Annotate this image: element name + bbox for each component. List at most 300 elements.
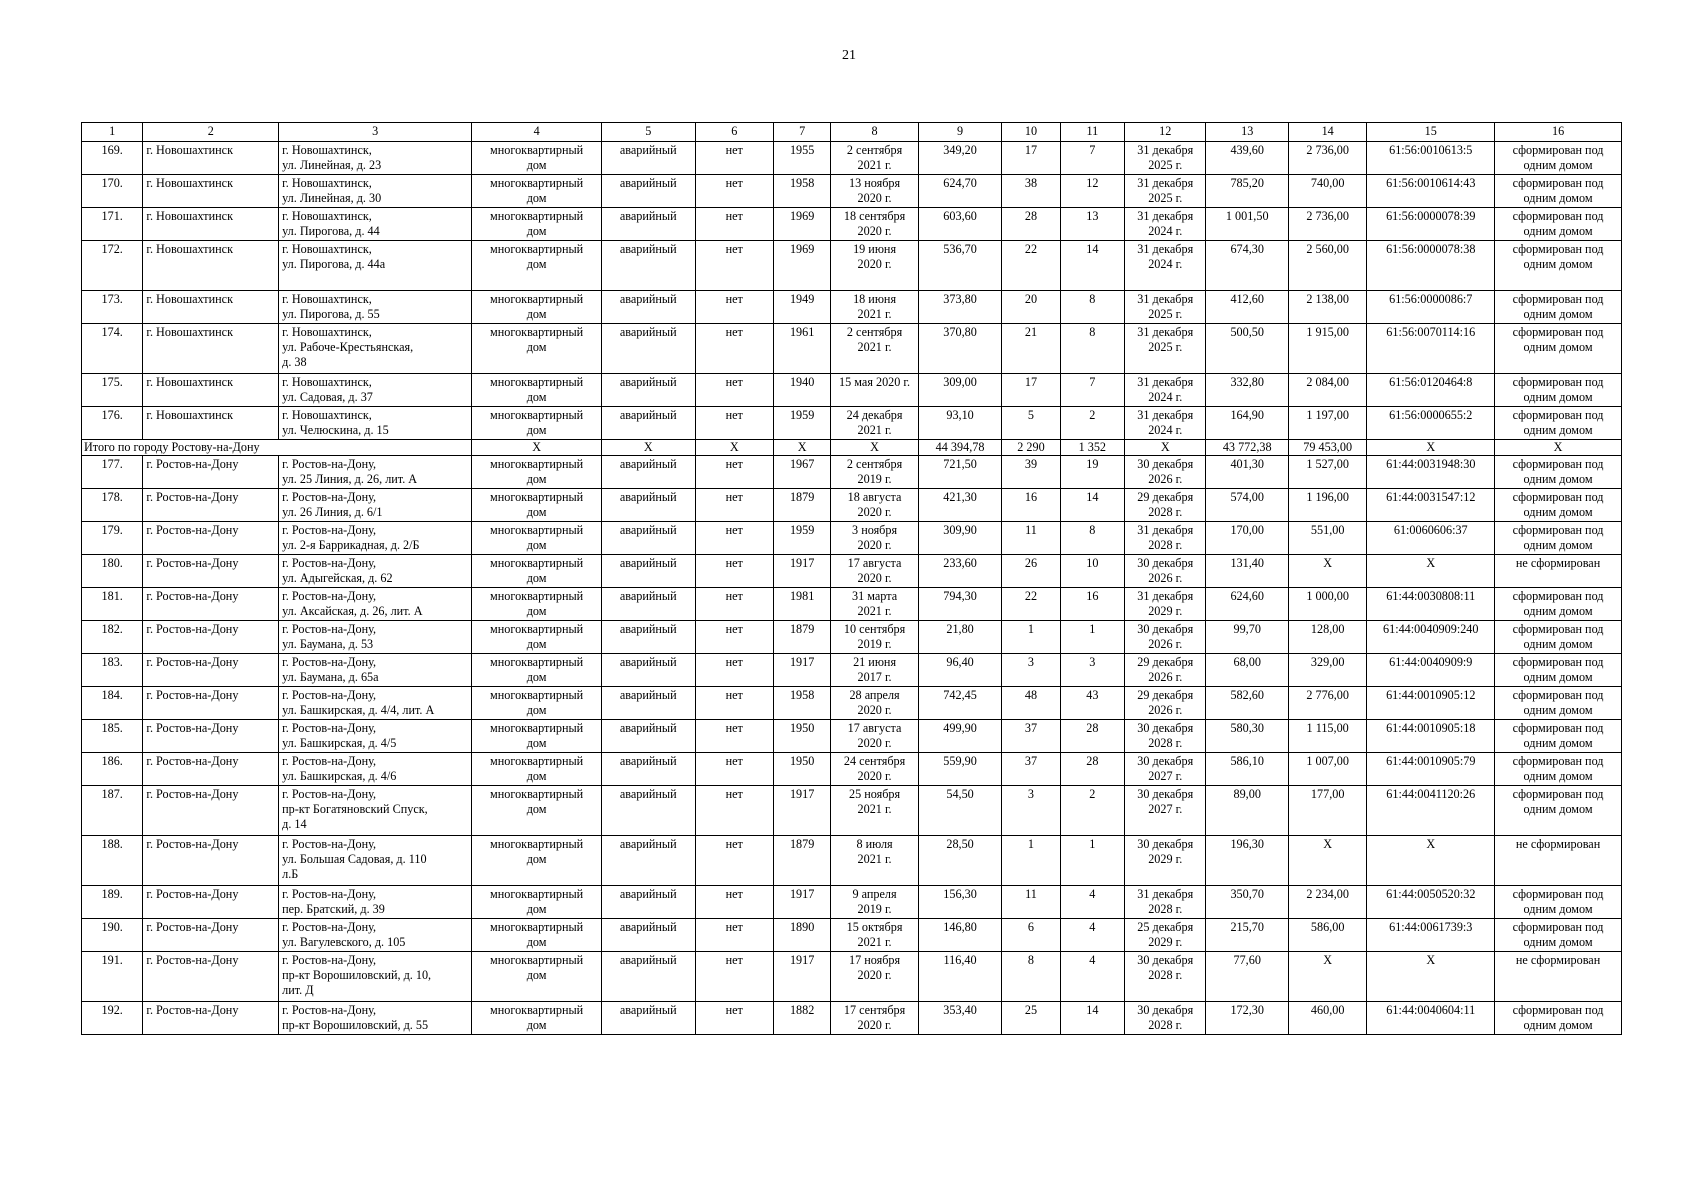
cadastral-number: 61:44:0061739:3 [1367,919,1495,952]
object-type [472,621,602,654]
object-type-line: дом [526,935,547,949]
object-type [472,489,602,522]
object-type-line: многоквартирный [490,292,584,306]
plot-note-line: одним домом [1523,902,1593,916]
rooms-count: 12 [1060,175,1124,208]
area-value: 536,70 [918,241,1001,291]
people-count: 16 [1002,489,1060,522]
people-count: 39 [1002,456,1060,489]
build-year: 1958 [773,687,830,720]
total-plot-area: 79 453,00 [1288,440,1366,456]
resettlement-deadline-line: 30 декабря [1137,837,1194,851]
total-land: 43 772,38 [1206,440,1288,456]
build-year: 1955 [773,142,830,175]
area-value: 721,50 [918,456,1001,489]
object-type [472,522,602,555]
object-type-line: многоквартирный [490,622,584,636]
cadastral-number: X [1367,952,1495,1002]
municipality: г. Новошахтинск [143,142,279,175]
recognition-date-line: 2020 г. [857,769,892,783]
recognition-date-line: 2020 г. [857,191,892,205]
plot-note-line: не сформирован [1515,837,1601,851]
build-year: 1890 [773,919,830,952]
object-type-line: многоквартирный [490,523,584,537]
object-type-line: дом [526,390,547,404]
recognition-date [831,142,919,175]
address [279,720,472,753]
cadastral-number: X [1367,555,1495,588]
land-area: 350,70 [1206,886,1288,919]
table-row [82,786,1622,836]
column-number-5: 5 [602,123,696,142]
resettlement-deadline-line: 2025 г. [1148,340,1183,354]
row-number: 186. [82,753,143,786]
land-area: 196,30 [1206,836,1288,886]
address [279,324,472,374]
land-area: 412,60 [1206,291,1288,324]
build-year: 1959 [773,407,830,440]
build-year: 1882 [773,1002,830,1035]
recognition-date-line: 24 сентября [843,754,906,768]
object-type-line: многоквартирный [490,375,584,389]
recognition-date-line: 2021 г. [857,423,892,437]
plot-area: 2 138,00 [1288,291,1366,324]
condition-status: аварийный [602,324,696,374]
recognition-date-line: 2020 г. [857,1018,892,1032]
flag-value: нет [695,241,773,291]
address-line: г. Ростов-на-Дону, [282,787,377,801]
resettlement-deadline-line: 25 декабря [1137,920,1194,934]
flag-value: нет [695,720,773,753]
resettlement-deadline-line: 30 декабря [1137,556,1194,570]
people-count: 22 [1002,588,1060,621]
flag-value: нет [695,687,773,720]
table-row [82,753,1622,786]
table-row [82,720,1622,753]
page-number: 21 [842,48,856,63]
recognition-date [831,175,919,208]
resettlement-deadline-line: 2028 г. [1148,538,1183,552]
build-year: 1940 [773,374,830,407]
land-area: 401,30 [1206,456,1288,489]
people-count: 37 [1002,753,1060,786]
plot-note-line: сформирован под [1512,721,1604,735]
plot-note-line: сформирован под [1512,143,1604,157]
recognition-date [831,208,919,241]
address-line: ул. 2-я Баррикадная, д. 2/Б [282,538,420,552]
column-number-1: 1 [82,123,143,142]
address-line: л.Б [282,867,299,881]
address-line: г. Ростов-на-Дону, [282,837,377,851]
land-area: 131,40 [1206,555,1288,588]
table-row [82,374,1622,407]
recognition-date-line: 2 сентября [846,325,903,339]
plot-note-line: одним домом [1523,340,1593,354]
municipality: г. Новошахтинск [143,407,279,440]
plot-note-line: одним домом [1523,604,1593,618]
condition-status: аварийный [602,374,696,407]
plot-note-line: одним домом [1523,390,1593,404]
object-type-line: многоквартирный [490,920,584,934]
condition-status: аварийный [602,142,696,175]
row-number: 188. [82,836,143,886]
plot-note [1495,489,1622,522]
object-type-line: многоквартирный [490,688,584,702]
plot-note [1495,142,1622,175]
recognition-date [831,456,919,489]
recognition-date-line: 2017 г. [857,670,892,684]
recognition-date [831,1002,919,1035]
condition-status: аварийный [602,919,696,952]
plot-note-line: одним домом [1523,736,1593,750]
recognition-date [831,522,919,555]
object-type-line: многоквартирный [490,837,584,851]
object-type-line: многоквартирный [490,655,584,669]
object-type [472,687,602,720]
address [279,241,472,291]
flag-value: нет [695,836,773,886]
resettlement-deadline-line: 2026 г. [1148,637,1183,651]
plot-note [1495,522,1622,555]
row-number: 173. [82,291,143,324]
resettlement-deadline-line: 30 декабря [1137,1003,1194,1017]
total-area: 44 394,78 [918,440,1001,456]
address [279,522,472,555]
address-line: г. Ростов-на-Дону, [282,490,377,504]
plot-note-line: не сформирован [1515,953,1601,967]
rooms-count: 14 [1060,241,1124,291]
address [279,952,472,1002]
object-type-line: дом [526,604,547,618]
object-type-line: дом [526,902,547,916]
address-line: ул. Большая Садовая, д. 110 [282,852,427,866]
land-area: 68,00 [1206,654,1288,687]
plot-area: 329,00 [1288,654,1366,687]
resettlement-deadline-line: 31 декабря [1137,375,1194,389]
cadastral-number: 61:44:0030808:11 [1367,588,1495,621]
address-line: ул. Вагулевского, д. 105 [282,935,406,949]
resettlement-deadline [1125,374,1206,407]
plot-note-line: не сформирован [1515,556,1601,570]
plot-note-line: сформирован под [1512,375,1604,389]
object-type-line: дом [526,769,547,783]
object-type [472,374,602,407]
plot-note [1495,555,1622,588]
build-year: 1917 [773,654,830,687]
rooms-count: 2 [1060,786,1124,836]
address-line: г. Ростов-на-Дону, [282,887,377,901]
rooms-count: 1 [1060,836,1124,886]
plot-area: 128,00 [1288,621,1366,654]
address-line: д. 38 [282,355,307,369]
address-line: ул. 25 Линия, д. 26, лит. А [282,472,418,486]
object-type-line: многоквартирный [490,556,584,570]
column-number-16: 16 [1495,123,1622,142]
resettlement-deadline-line: 30 декабря [1137,754,1194,768]
cadastral-number: 61:44:0040909:240 [1367,621,1495,654]
plot-note-line: сформирован под [1512,787,1604,801]
address-line: ул. Челюскина, д. 15 [282,423,389,437]
plot-area: 1 000,00 [1288,588,1366,621]
address [279,621,472,654]
plot-note-line: одним домом [1523,423,1593,437]
address [279,919,472,952]
column-number-7: 7 [773,123,830,142]
object-type [472,786,602,836]
total-x: X [472,440,602,456]
plot-area: 177,00 [1288,786,1366,836]
condition-status: аварийный [602,621,696,654]
condition-status: аварийный [602,175,696,208]
row-number: 180. [82,555,143,588]
table-row [82,407,1622,440]
cadastral-number: 61:56:0120464:8 [1367,374,1495,407]
cadastral-number: 61:44:0010905:18 [1367,720,1495,753]
table-row [82,1002,1622,1035]
column-number-13: 13 [1206,123,1288,142]
row-number: 183. [82,654,143,687]
build-year: 1949 [773,291,830,324]
municipality: г. Ростов-на-Дону [143,687,279,720]
build-year: 1950 [773,753,830,786]
address-line: пр-кт Богатяновский Спуск, [282,802,428,816]
land-area: 582,60 [1206,687,1288,720]
plot-note [1495,241,1622,291]
plot-area: X [1288,836,1366,886]
people-count: 25 [1002,1002,1060,1035]
resettlement-deadline-line: 2028 г. [1148,505,1183,519]
area-value: 309,90 [918,522,1001,555]
plot-note-line: сформирован под [1512,209,1604,223]
address [279,407,472,440]
area-value: 370,80 [918,324,1001,374]
condition-status: аварийный [602,654,696,687]
condition-status: аварийный [602,208,696,241]
row-number: 177. [82,456,143,489]
address-line: ул. Садовая, д. 37 [282,390,373,404]
area-value: 146,80 [918,919,1001,952]
total-x: X [1367,440,1495,456]
address [279,588,472,621]
plot-note [1495,786,1622,836]
recognition-date [831,241,919,291]
plot-note-line: одним домом [1523,802,1593,816]
rooms-count: 4 [1060,952,1124,1002]
table-row [82,555,1622,588]
object-type-line: дом [526,571,547,585]
row-number: 187. [82,786,143,836]
rooms-count: 28 [1060,720,1124,753]
recognition-date-line: 2020 г. [857,736,892,750]
build-year: 1961 [773,324,830,374]
table-row [82,522,1622,555]
people-count: 37 [1002,720,1060,753]
recognition-date-line: 9 апреля [852,887,897,901]
recognition-date [831,836,919,886]
address-line: г. Новошахтинск, [282,408,372,422]
people-count: 28 [1002,208,1060,241]
flag-value: нет [695,555,773,588]
build-year: 1917 [773,786,830,836]
resettlement-deadline-line: 30 декабря [1137,721,1194,735]
resettlement-deadline-line: 31 декабря [1137,292,1194,306]
land-area: 674,30 [1206,241,1288,291]
condition-status: аварийный [602,836,696,886]
total-label: Итого по городу Ростову-на-Дону [82,440,472,456]
plot-note [1495,456,1622,489]
recognition-date-line: 17 ноября [849,953,901,967]
plot-note-line: одним домом [1523,158,1593,172]
object-type [472,836,602,886]
recognition-date-line: 10 сентября [843,622,906,636]
municipality: г. Новошахтинск [143,241,279,291]
resettlement-deadline [1125,489,1206,522]
resettlement-deadline-line: 31 декабря [1137,176,1194,190]
resettlement-deadline [1125,786,1206,836]
resettlement-deadline-line: 31 декабря [1137,408,1194,422]
plot-area: 2 084,00 [1288,374,1366,407]
total-x: X [602,440,696,456]
column-number-10: 10 [1002,123,1060,142]
recognition-date-line: 2021 г. [857,604,892,618]
condition-status: аварийный [602,456,696,489]
resettlement-deadline-line: 30 декабря [1137,622,1194,636]
recognition-date-line: 2020 г. [857,703,892,717]
build-year: 1950 [773,720,830,753]
address-line: г. Ростов-на-Дону, [282,457,377,471]
address-line: г. Ростов-на-Дону, [282,589,377,603]
object-type-line: дом [526,158,547,172]
recognition-date [831,489,919,522]
plot-note [1495,374,1622,407]
object-type [472,208,602,241]
build-year: 1958 [773,175,830,208]
address [279,555,472,588]
condition-status: аварийный [602,522,696,555]
people-count: 20 [1002,291,1060,324]
municipality: г. Новошахтинск [143,175,279,208]
resettlement-deadline-line: 2025 г. [1148,158,1183,172]
resettlement-deadline-line: 2029 г. [1148,935,1183,949]
plot-note [1495,886,1622,919]
column-number-6: 6 [695,123,773,142]
people-count: 1 [1002,836,1060,886]
resettlement-deadline-line: 2029 г. [1148,604,1183,618]
resettlement-deadline-line: 2026 г. [1148,703,1183,717]
cadastral-number: 61:56:0000078:39 [1367,208,1495,241]
rooms-count: 7 [1060,142,1124,175]
recognition-date-line: 2020 г. [857,571,892,585]
table-row [82,324,1622,374]
flag-value: нет [695,753,773,786]
resettlement-deadline [1125,522,1206,555]
cadastral-number: 61:56:0000078:38 [1367,241,1495,291]
plot-note-line: сформирован под [1512,887,1604,901]
resettlement-deadline [1125,175,1206,208]
rooms-count: 3 [1060,654,1124,687]
row-number: 176. [82,407,143,440]
build-year: 1879 [773,621,830,654]
municipality: г. Ростов-на-Дону [143,753,279,786]
cadastral-number: 61:44:0040909:9 [1367,654,1495,687]
cadastral-number: 61:56:0010614:43 [1367,175,1495,208]
municipality: г. Ростов-на-Дону [143,1002,279,1035]
recognition-date [831,886,919,919]
recognition-date-line: 2019 г. [857,902,892,916]
object-type-line: дом [526,224,547,238]
address-line: д. 14 [282,817,307,831]
object-type-line: дом [526,637,547,651]
address [279,208,472,241]
recognition-date-line: 17 сентября [843,1003,906,1017]
rooms-count: 10 [1060,555,1124,588]
row-number: 174. [82,324,143,374]
column-number-row [82,123,1622,142]
plot-area: X [1288,952,1366,1002]
land-area: 624,60 [1206,588,1288,621]
row-number: 182. [82,621,143,654]
object-type [472,324,602,374]
resettlement-deadline-line: 31 декабря [1137,143,1194,157]
land-area: 1 001,50 [1206,208,1288,241]
land-area: 170,00 [1206,522,1288,555]
plot-area: 740,00 [1288,175,1366,208]
resettlement-deadline-line: 2024 г. [1148,390,1183,404]
object-type-line: многоквартирный [490,953,584,967]
table-row [82,241,1622,291]
table-row [82,291,1622,324]
people-count: 38 [1002,175,1060,208]
resettlement-deadline-line: 30 декабря [1137,457,1194,471]
object-type-line: многоквартирный [490,887,584,901]
recognition-date-line: 19 июня [853,242,897,256]
recognition-date-line: 2021 г. [857,802,892,816]
resettlement-deadline-line: 2025 г. [1148,191,1183,205]
people-count: 21 [1002,324,1060,374]
address-line: ул. Баумана, д. 53 [282,637,374,651]
plot-note-line: одним домом [1523,703,1593,717]
table-row [82,654,1622,687]
row-number: 190. [82,919,143,952]
total-x: X [695,440,773,456]
municipality: г. Ростов-на-Дону [143,836,279,886]
address-line: г. Ростов-на-Дону, [282,920,377,934]
recognition-date-line: 24 декабря [846,408,903,422]
address-line: г. Ростов-на-Дону, [282,754,377,768]
recognition-date [831,753,919,786]
people-count: 3 [1002,786,1060,836]
rooms-count: 19 [1060,456,1124,489]
plot-area: 551,00 [1288,522,1366,555]
area-value: 353,40 [918,1002,1001,1035]
address [279,489,472,522]
plot-note-line: сформирован под [1512,292,1604,306]
resettlement-deadline-line: 29 декабря [1137,688,1194,702]
condition-status: аварийный [602,489,696,522]
people-count: 11 [1002,886,1060,919]
municipality: г. Ростов-на-Дону [143,886,279,919]
plot-area: 1 527,00 [1288,456,1366,489]
total-x: X [1495,440,1622,456]
object-type-line: дом [526,703,547,717]
rooms-count: 1 [1060,621,1124,654]
land-area: 574,00 [1206,489,1288,522]
plot-area: 2 234,00 [1288,886,1366,919]
plot-area: 460,00 [1288,1002,1366,1035]
recognition-date [831,291,919,324]
resettlement-deadline-line: 2024 г. [1148,423,1183,437]
plot-note [1495,720,1622,753]
